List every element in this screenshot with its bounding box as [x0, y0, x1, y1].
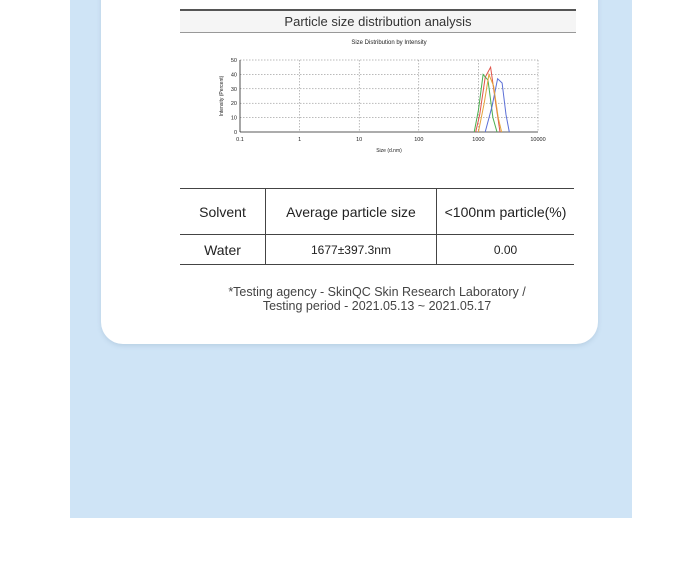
cell-under-100nm: 0.00 — [493, 242, 518, 257]
size-distribution-chart — [205, 36, 550, 160]
x-tick-label: 10 — [356, 137, 363, 143]
x-tick-label: 0.1 — [236, 137, 244, 143]
header-average-size: Average particle size — [266, 189, 437, 235]
y-tick-label: 0 — [233, 130, 237, 136]
x-tick-label: 100 — [414, 137, 424, 143]
footnote-agency: *Testing agency - SkinQC Skin Research Laboratory / — [228, 285, 526, 299]
results-table — [180, 188, 574, 265]
table-row — [180, 235, 574, 265]
x-tick-label: 1000 — [472, 137, 485, 143]
header-under-100nm: <100nm particle(%) — [437, 189, 575, 235]
cell-average-size: 1677±397.3nm — [266, 235, 437, 265]
x-axis-label: Size (d.nm) — [376, 148, 402, 154]
y-axis-label: Intensity (Percent) — [219, 75, 225, 117]
y-tick-label: 30 — [230, 86, 237, 93]
chart-title: Size Distribution by Intensity — [351, 40, 427, 46]
x-tick-label: 1 — [298, 137, 302, 143]
cell-solvent: Water — [180, 235, 266, 265]
y-tick-label: 50 — [230, 58, 237, 64]
y-tick-label: 10 — [230, 115, 237, 122]
y-tick-label: 20 — [230, 101, 237, 108]
footnote — [180, 285, 574, 313]
x-tick-label: 10000 — [530, 137, 546, 143]
header-solvent: Solvent — [180, 189, 266, 235]
y-tick-label: 40 — [230, 72, 237, 79]
footnote-period: Testing period - 2021.05.13 ~ 2021.05.17 — [262, 299, 492, 313]
section-title: Particle size distribution analysis — [180, 9, 576, 33]
